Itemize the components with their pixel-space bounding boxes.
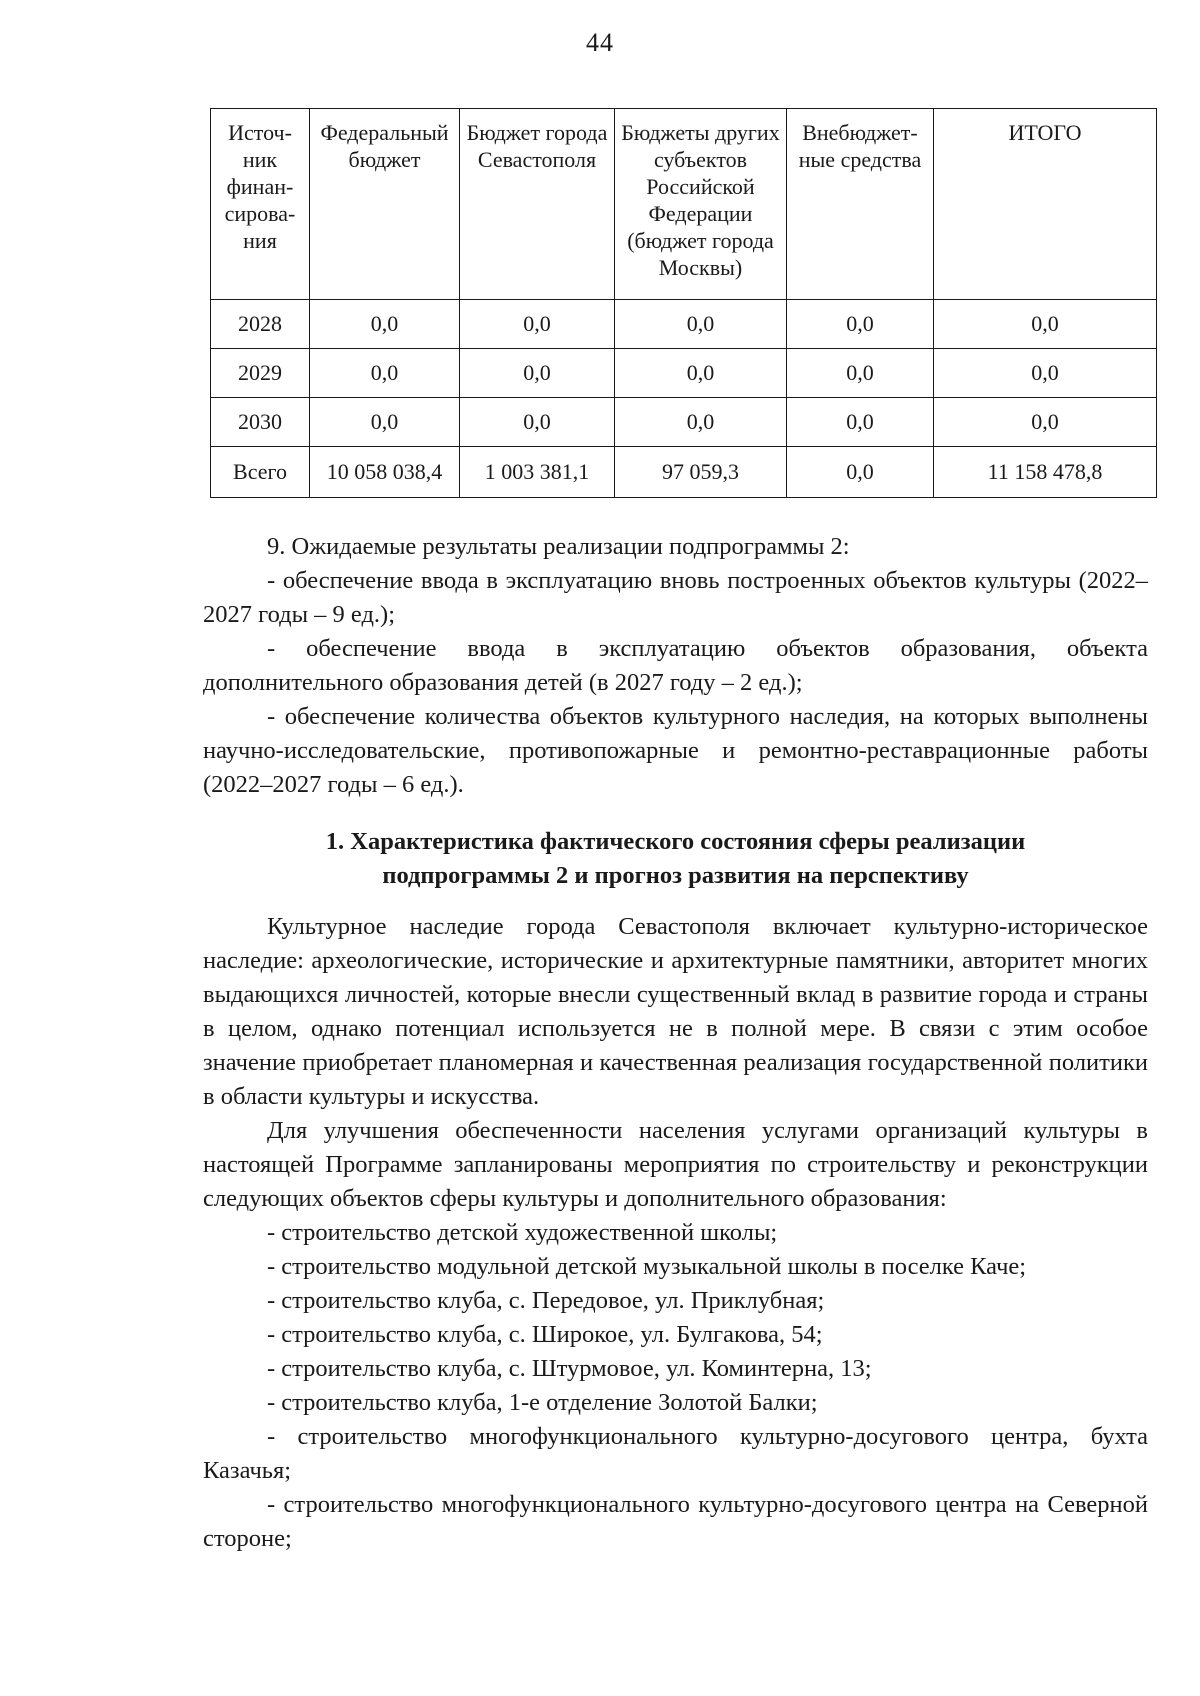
list-item: - строительство детской художественной школы; (267, 1219, 778, 1246)
table-cell: 0,0 (615, 300, 787, 349)
table-cell: 0,0 (615, 398, 787, 447)
table-cell: 0,0 (934, 349, 1157, 398)
header-total: ИТОГО (934, 109, 1157, 300)
table-cell: 0,0 (934, 300, 1157, 349)
page-number: 44 (586, 28, 614, 57)
list-item: - строительство многофункционального культурно-досугового центра на Северной стороне; (203, 1491, 1148, 1552)
table-cell: 0,0 (934, 398, 1157, 447)
table-cell: 0,0 (460, 300, 615, 349)
header-extrabudget: Внебюджет- ные средства (787, 109, 934, 300)
list-item: - строительство клуба, с. Широкое, ул. Булгакова, 54; (267, 1321, 823, 1348)
table-total-row (211, 447, 1157, 498)
section-heading-line: 1. Характеристика фактического состояния сферы реализации (325, 828, 1026, 855)
table-cell: 97 059,3 (615, 447, 787, 498)
table-row (211, 349, 1157, 398)
results-item: - обеспечение количества объектов культурного наследия, на которых выполнены научно-исследовательские, противопожарные и ремонтно-реставрационные работы (2022–2027 годы – 6 ед.). (203, 703, 1148, 798)
section-body (203, 910, 1148, 1556)
table-cell: 10 058 038,4 (310, 447, 460, 498)
list-item: - строительство клуба, с. Штурмовое, ул. Коминтерна, 13; (267, 1355, 872, 1382)
list-item: - строительство модульной детской музыкальной школы в поселке Каче; (267, 1253, 1027, 1280)
list-item: - строительство клуба, 1-е отделение Золотой Балки; (267, 1389, 818, 1416)
table-cell: 0,0 (460, 398, 615, 447)
table-cell: Всего (211, 447, 310, 498)
list-item: - строительство клуба, с. Передовое, ул. Приклубная; (267, 1287, 825, 1314)
table-row (211, 300, 1157, 349)
body-paragraph: Для улучшения обеспеченности населения услугами организаций культуры в настоящей Программе запланированы мероприятия по строительству и реконструкции следующих объектов сферы культуры и дополнительного образования: (203, 1117, 1148, 1212)
results-title: 9. Ожидаемые результаты реализации подпрограммы 2: (267, 533, 850, 560)
header-source: Источ- ник финан- сирова- ния (211, 109, 310, 300)
table-cell: 1 003 381,1 (460, 447, 615, 498)
section-heading (203, 825, 1148, 893)
table-cell: 0,0 (787, 349, 934, 398)
financing-table (210, 108, 1157, 498)
table-cell: 0,0 (615, 349, 787, 398)
table-cell: 0,0 (310, 349, 460, 398)
table-cell: 0,0 (787, 447, 934, 498)
table-cell: 0,0 (787, 300, 934, 349)
header-federal: Федеральный бюджет (310, 109, 460, 300)
expected-results (203, 530, 1148, 802)
table-cell: 0,0 (310, 398, 460, 447)
table-cell: 11 158 478,8 (934, 447, 1157, 498)
table-header-row (211, 109, 1157, 300)
header-other-subjects: Бюджеты других субъектов Российской Федерации (бюджет города Москвы) (615, 109, 787, 300)
table-cell: 2028 (211, 300, 310, 349)
header-sevastopol: Бюджет города Севастополя (460, 109, 615, 300)
table-cell: 0,0 (310, 300, 460, 349)
body-paragraph: Культурное наследие города Севастополя включает культурно-историческое наследие: археологические, исторические и архитектурные памятники, авторитет многих выдающихся личностей, которые внесли существенный вклад в развитие города и страны в целом, однако потенциал используется не в полной мере. В связи с этим особое значение приобретает планомерная и качественная реализация государственной политики в области культуры и искусства. (203, 913, 1148, 1110)
list-item: - строительство многофункционального культурно-досугового центра, бухта Казачья; (203, 1423, 1148, 1484)
section-heading-line: подпрограммы 2 и прогноз развития на перспективу (382, 862, 969, 889)
table-cell: 2029 (211, 349, 310, 398)
table-cell: 2030 (211, 398, 310, 447)
table-cell: 0,0 (787, 398, 934, 447)
results-item: - обеспечение ввода в эксплуатацию вновь построенных объектов культуры (2022–2027 годы – 9 ед.); (203, 567, 1148, 628)
results-item: - обеспечение ввода в эксплуатацию объектов образования, объекта дополнительного образования детей (в 2027 году – 2 ед.); (203, 635, 1148, 696)
table-cell: 0,0 (460, 349, 615, 398)
table-row (211, 398, 1157, 447)
